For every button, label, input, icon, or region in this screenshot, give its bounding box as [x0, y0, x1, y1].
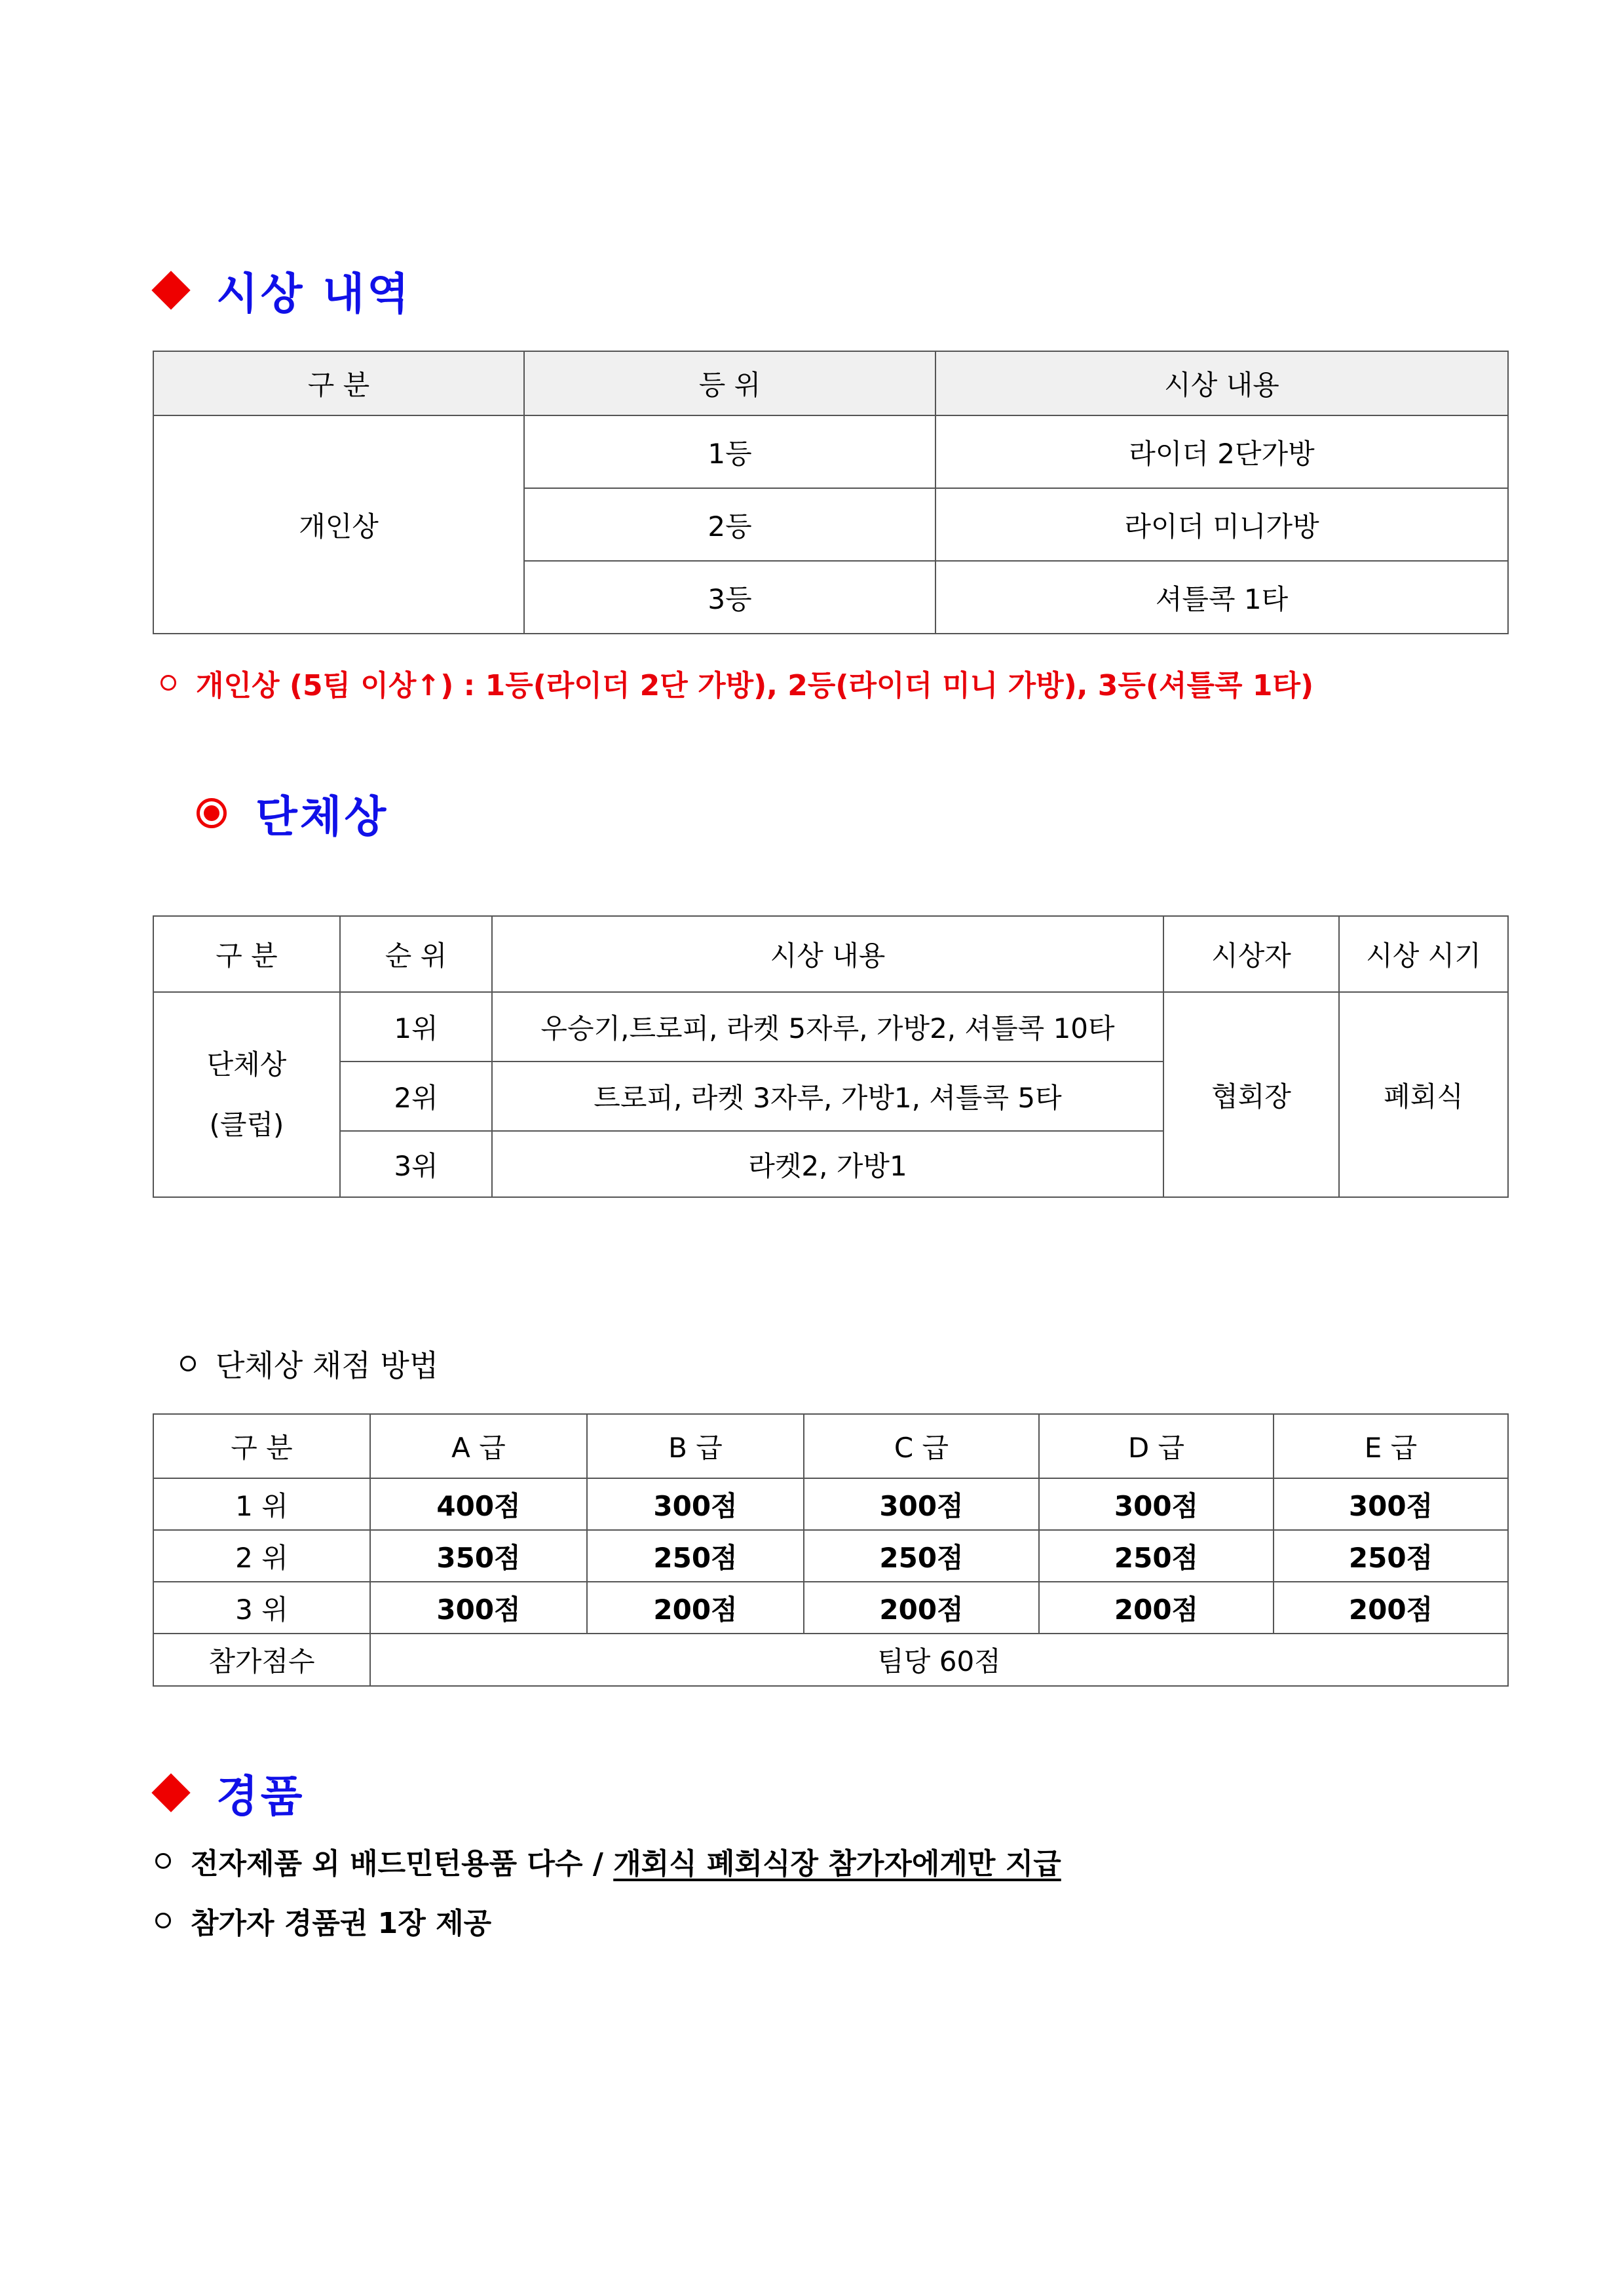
- giveaway-text: 참가자 경품권 1장 제공: [191, 1907, 492, 1940]
- individual-awards-table: [153, 351, 1509, 634]
- group-cell: 개인상: [153, 415, 524, 634]
- prize-cell: 셔틀콕 1타: [935, 561, 1508, 634]
- header-rank: 순 위: [340, 916, 492, 992]
- rank-label: 1 위: [153, 1478, 370, 1530]
- score-cell: 300점: [370, 1582, 587, 1634]
- participation-label: 참가점수: [153, 1634, 370, 1686]
- group-line-1: 단체상: [206, 1048, 287, 1081]
- header-grade-d: D 급: [1039, 1414, 1274, 1478]
- score-cell: 300점: [804, 1478, 1039, 1530]
- score-cell: 200점: [804, 1582, 1039, 1634]
- group-line-2: (클럽): [209, 1108, 284, 1141]
- score-cell: 400점: [370, 1478, 587, 1530]
- header-rank: 등 위: [524, 351, 935, 415]
- header-prize: 시상 내용: [492, 916, 1163, 992]
- score-cell: 350점: [370, 1530, 587, 1582]
- subtitle-text: 단체상 채점 방법: [216, 1348, 439, 1383]
- rank-label: 3 위: [153, 1582, 370, 1634]
- red-diamond-icon: [151, 271, 190, 309]
- header-grade-a: A 급: [370, 1414, 587, 1478]
- prize-cell: 우승기,트로피, 라켓 5자루, 가방2, 셔틀콕 10타: [492, 992, 1163, 1062]
- score-cell: 250점: [587, 1530, 804, 1582]
- giveaway-underlined-text: 개회식 폐회식장 참가자에게만 지급: [613, 1847, 1061, 1881]
- score-cell: 300점: [587, 1478, 804, 1530]
- individual-award-note: [161, 662, 1313, 704]
- header-category: 구 분: [153, 916, 340, 992]
- hollow-circle-icon: [180, 1356, 196, 1371]
- section-heading-giveaways: [157, 1761, 305, 1824]
- red-diamond-icon: [151, 1773, 190, 1812]
- header-prize: 시상 내용: [935, 351, 1508, 415]
- rank-cell: 1등: [524, 415, 935, 488]
- rank-cell: 2등: [524, 488, 935, 561]
- prize-cell: 라켓2, 가방1: [492, 1131, 1163, 1197]
- participation-value: 팀당 60점: [370, 1634, 1508, 1686]
- giveaway-line-1: [155, 1840, 1061, 1882]
- heading-text: 경품: [216, 1771, 305, 1822]
- rank-cell: 1위: [340, 992, 492, 1062]
- score-cell: 300점: [1274, 1478, 1508, 1530]
- header-grade-b: B 급: [587, 1414, 804, 1478]
- rank-cell: 3등: [524, 561, 935, 634]
- prize-cell: 라이더 미니가방: [935, 488, 1508, 561]
- giveaway-line-2: [155, 1900, 491, 1942]
- hollow-circle-icon: [155, 1853, 171, 1869]
- giveaway-text: 전자제품 외 배드민턴용품 다수 /: [191, 1847, 614, 1881]
- team-awards-table: [153, 915, 1509, 1198]
- header-grade-e: E 급: [1274, 1414, 1508, 1478]
- header-timing: 시상 시기: [1339, 916, 1508, 992]
- header-category: 구 분: [153, 351, 524, 415]
- hollow-circle-icon: [155, 1913, 171, 1928]
- note-text: 개인상 (5팀 이상↑) : 1등(라이더 2단 가방), 2등(라이더 미니 가방), 3등(셔틀콕 1타): [196, 669, 1314, 702]
- hollow-circle-icon: [161, 675, 176, 691]
- header-category: 구 분: [153, 1414, 370, 1478]
- score-cell: 300점: [1039, 1478, 1274, 1530]
- score-cell: 200점: [1039, 1582, 1274, 1634]
- score-cell: 200점: [587, 1582, 804, 1634]
- score-cell: 250점: [1039, 1530, 1274, 1582]
- group-cell: [153, 992, 340, 1197]
- scoring-subtitle: [180, 1342, 438, 1385]
- score-cell: 250점: [804, 1530, 1039, 1582]
- rank-cell: 2위: [340, 1062, 492, 1131]
- timing-cell: 폐회식: [1339, 992, 1508, 1197]
- heading-text: 시상 내역: [216, 269, 412, 319]
- score-cell: 250점: [1274, 1530, 1508, 1582]
- rank-cell: 3위: [340, 1131, 492, 1197]
- section-heading-awards: [157, 259, 411, 321]
- presenter-cell: 협회장: [1163, 992, 1339, 1197]
- rank-label: 2 위: [153, 1530, 370, 1582]
- section-heading-team-award: [197, 782, 388, 844]
- bullseye-icon: [197, 798, 227, 828]
- heading-text: 단체상: [255, 792, 389, 842]
- header-grade-c: C 급: [804, 1414, 1039, 1478]
- score-cell: 200점: [1274, 1582, 1508, 1634]
- header-presenter: 시상자: [1163, 916, 1339, 992]
- prize-cell: 트로피, 라켓 3자루, 가방1, 셔틀콕 5타: [492, 1062, 1163, 1131]
- prize-cell: 라이더 2단가방: [935, 415, 1508, 488]
- scoring-table: [153, 1413, 1509, 1687]
